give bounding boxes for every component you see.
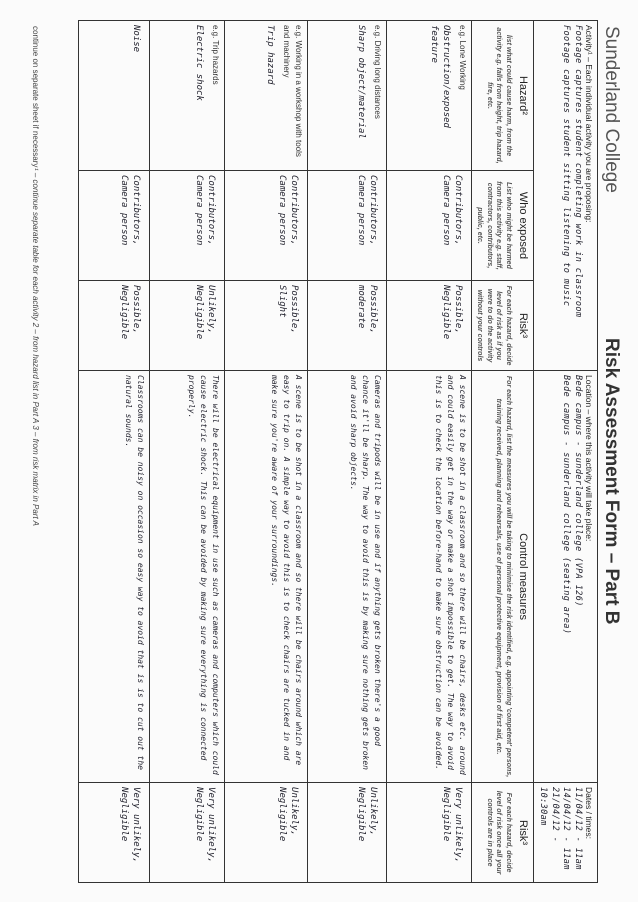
who-entry: Contributors, Camera person xyxy=(276,175,300,246)
activity-line-2: Footage captures student sitting listening to music xyxy=(561,25,572,307)
hazard-entry: Noise xyxy=(131,25,142,53)
location-label: Location – where this activity will take place: xyxy=(584,375,594,542)
table-row xyxy=(79,21,150,883)
activity-cell xyxy=(533,21,597,371)
hazard-entry: Sharp object/material xyxy=(356,25,367,139)
hazard-example: e.g. Working in a workshop with tools and machinery xyxy=(282,25,304,157)
activity-line-1: Footage captures student completing work in classroom xyxy=(572,25,583,318)
control-entry: A scene is to be shot in a classroom and so there will be chairs, desks etc. around and could easily get in the way or make a shot impossible to get. The way to avoid this is to check the location before-hand to make sure obstruction can be avoided. xyxy=(434,375,468,775)
control-header xyxy=(472,371,534,783)
risk2-note: For each hazard, decide level of risk once all your controls are in place xyxy=(485,790,512,875)
who-entry: Contributors, Camera person xyxy=(440,175,464,246)
risk2-entry: Very unlikely, Negligible xyxy=(440,787,464,863)
dates-label: Dates / times: xyxy=(584,787,594,840)
continue-note: continue on separate sheet if necessary xyxy=(31,26,40,168)
table-row xyxy=(150,21,225,883)
risk-entry: Possible, Negligible xyxy=(118,285,142,340)
table-row xyxy=(387,21,472,883)
hazard-example: e.g. Trip hazards xyxy=(211,25,221,85)
meta-row xyxy=(533,21,597,883)
risk2-header xyxy=(472,783,534,883)
risk-entry: Possible, moderate xyxy=(355,285,379,334)
dates-line-2: 14/04/12 - 11am xyxy=(561,787,572,870)
dates-line-1: 11/04/12 - 11am xyxy=(572,787,583,870)
college-name: Sunderland College xyxy=(601,26,622,193)
control-entry: Cameras and tripods will be in use and if anything gets broken there's a good chance it'll be sharp. The way to avoid this is by making sure nothing gets broken and avoid sharp objects. xyxy=(349,375,383,770)
risk2-entry: Very unlikely, Negligible xyxy=(118,787,142,863)
who-entry: Contributors, Camera person xyxy=(193,175,217,246)
control-note: For each hazard, list the measures you will be taking to minimise the risk identified, e.g. appointing 'competent' persons, training received, planning and rehearsals, use of personal protective equipment, provision of first aid, etc. xyxy=(495,375,512,778)
hazard-entry: Obstruction/exposed feature xyxy=(429,25,452,128)
hazard-header xyxy=(472,21,534,171)
location-cell xyxy=(533,371,597,783)
risk2-entry: Very unlikely, Negligible xyxy=(193,787,217,863)
form-title: Risk Assessment Form – Part B xyxy=(601,338,622,625)
location-line-2: Bede campus - sunderland college (seating area) xyxy=(561,375,572,635)
hazard-note: list what could cause harm, from the activity e.g. falls from height, trip hazard, fire, etc. xyxy=(485,27,512,164)
risk2-entry: Unlikely, Negligible xyxy=(355,787,379,842)
risk-table xyxy=(78,20,598,883)
who-title: Who exposed xyxy=(516,191,529,260)
risk2-entry: Unlikely, Negligible xyxy=(276,787,300,842)
hazard-title: Hazard² xyxy=(516,75,529,116)
header-row xyxy=(472,21,534,883)
hazard-example: e.g. Driving long distances xyxy=(373,25,383,119)
control-entry: Classrooms can be noisy on occasion so easy way to avoid that is is to cut out the natural sounds. xyxy=(124,375,146,770)
risk-note: For each hazard, decide level of risk as if you were to do the activity without your controls xyxy=(476,285,512,366)
risk-entry: Possible, Negligible xyxy=(440,285,464,340)
control-title: Control measures xyxy=(516,533,529,620)
table-row xyxy=(225,21,308,883)
risk2-title: Risk³ xyxy=(516,820,529,846)
who-entry: Contributors, Camera person xyxy=(355,175,379,246)
footnotes: ¹ – continue separate table for each activity 2 – from hazard list in Part A 3 – from risk matrix in Part A xyxy=(31,168,40,526)
control-entry: A scene is to be shot in a classroom and so there will be chairs around which are easy to trip on. A simple way to avoid this is to check chairs are tucked in and make sure you're aware of your surroundings. xyxy=(270,375,304,766)
risk-entry: Possible, Slight xyxy=(276,285,300,334)
who-entry: Contributors, Camera person xyxy=(118,175,142,246)
risk-header xyxy=(472,281,534,371)
dates-line-3: 21/04/12 - 10:30am xyxy=(538,787,560,843)
hazard-entry: Electric shock xyxy=(194,25,205,101)
hazard-example: e.g. Lone Working xyxy=(458,25,468,90)
who-note: List who might be harmed from this activity e.g. staff, contractors, contributors, public, etc. xyxy=(476,181,512,270)
hazard-entry: Trip hazard xyxy=(265,25,276,85)
location-line-1: Bede campus - sunderland college (VPA 126) xyxy=(572,375,583,607)
who-header xyxy=(472,171,534,281)
risk-title: Risk³ xyxy=(516,312,529,339)
risk-assessment-sheet xyxy=(8,8,628,888)
dates-cell xyxy=(533,783,597,883)
table-row xyxy=(308,21,387,883)
activity-label: Activity¹ – Each individual activity you are proposing: xyxy=(584,25,594,223)
control-entry: There will be electrical equipment in use such as cameras and computers which could cause electric shock. This can be avoided by making sure everything is connected properly. xyxy=(187,375,221,775)
risk-entry: Unlikely, Negligible xyxy=(193,285,217,340)
